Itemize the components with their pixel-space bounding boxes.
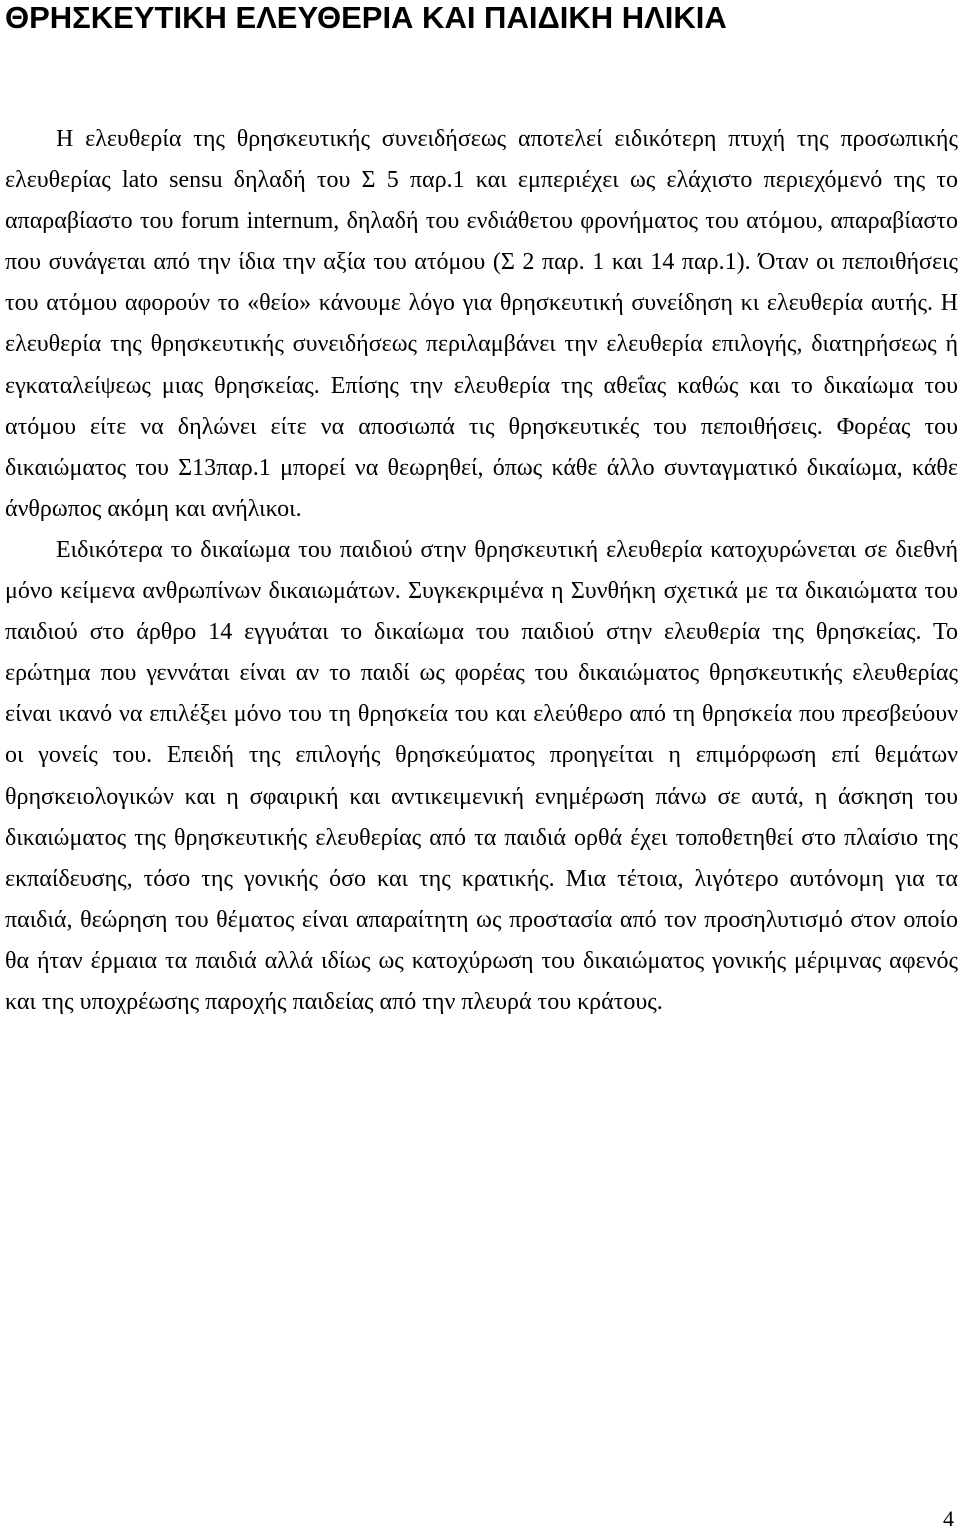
paragraph-child-religious-freedom: Ειδικότερα το δικαίωμα του παιδιού στην θρησκευτική ελευθερία κατοχυρώνεται σε διεθνή μόνο κείμενα ανθρωπίνων δικαιωμάτων. Συγκεκριμένα η Συνθήκη σχετικά με τα δικαιώματα του παιδιού στο άρθρο 14 εγγυάται το δικαίωμα του παιδιού στην ελευθερία της θρησκείας. Το ερώτημα που γεννάται είναι αν το παιδί ως φορέας του δικαιώματος θρησκευτικής ελευθερίας είναι ικανό να επιλέξει μόνο του τη θρησκεία του και ελεύθερο από τη θρησκεία που πρεσβεύουν οι γονείς του. Επειδή της επιλογής θρησκεύματος προηγείται η επιμόρφωση επί θεμάτων θρησκειολογικών και η σφαιρική και αντικειμενική ενημέρωση πάνω σε αυτά, η άσκηση του δικαιώματος της θρησκευτικής ελευθερίας από τα παιδιά ορθά έχει τοποθετηθεί στο πλαίσιο της εκπαίδευσης, τόσο της γονικής όσο και της κρατικής. Μια τέτοια, λιγότερο αυτόνομη για τα παιδιά, θεώρηση του θέματος είναι απαραίτητη ως προστασία από τον προσηλυτισμό στον οποίο θα ήταν έρμαια τα παιδιά αλλά ιδίως ως κατοχύρωση του δικαιώματος γονικής μέριμνας αφενός και της υποχρέωσης παροχής παιδείας από την πλευρά του κράτους. bbox=[5, 536, 958, 1015]
paragraph-freedom-of-conscience: Η ελευθερία της θρησκευτικής συνειδήσεως αποτελεί ειδικότερη πτυχή της προσωπικής ελευθερίας lato sensu δηλαδή του Σ 5 παρ.1 και εμπεριέχει ως ελάχιστο περιεχόμενό της το απαραβίαστο του forum internum, δηλαδή του ενδιάθετου φρονήματος του ατόμου, απαραβίαστο που συνάγεται από την ίδια την αξία του ατόμου (Σ 2 παρ. 1 και 14 παρ.1). Όταν οι πεποιθήσεις του ατόμου αφορούν το «θείο» κάνουμε λόγο για θρησκευτική συνείδηση κι ελευθερία αυτής. Η ελευθερία της θρησκευτικής συνειδήσεως περιλαμβάνει την ελευθερία επιλογής, διατηρήσεως ή εγκαταλείψεως μιας θρησκείας. Επίσης την ελευθερία της αθεΐας καθώς και το δικαίωμα του ατόμου είτε να δηλώνει είτε να αποσιωπά τις θρησκευτικές του πεποιθήσεις. Φορέας του δικαιώματος του Σ13παρ.1 μπορεί να θεωρηθεί, όπως κάθε άλλο συνταγματικό δικαίωμα, κάθε άνθρωπος ακόμη και ανήλικοι. bbox=[5, 126, 958, 522]
page-number: 4 bbox=[943, 1506, 954, 1531]
body-text bbox=[5, 119, 958, 1023]
page-title: ΘΡΗΣΚΕΥΤΙΚΗ ΕΛΕΥΘΕΡΙΑ ΚΑΙ ΠΑΙΔΙΚΗ ΗΛΙΚΙΑ bbox=[5, 0, 727, 35]
